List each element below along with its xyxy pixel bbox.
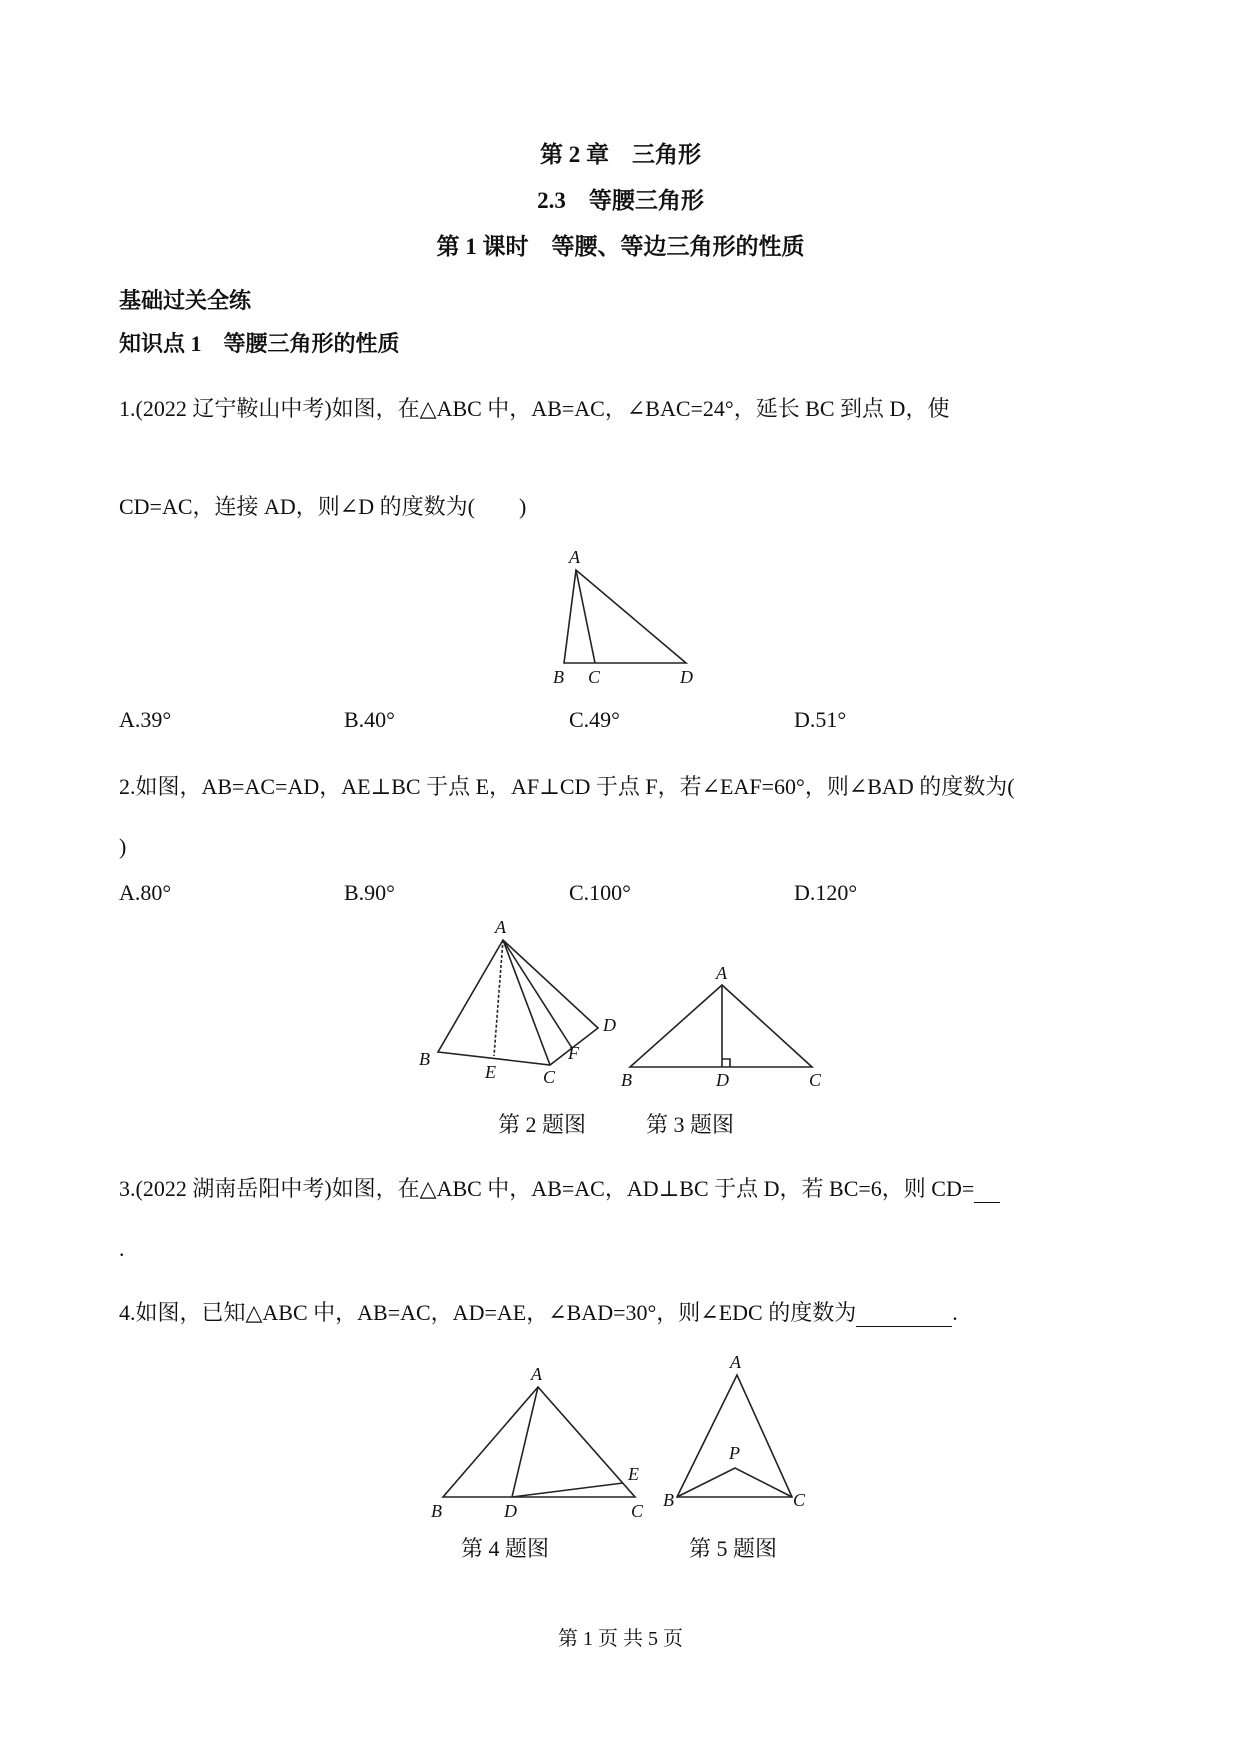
q5-label-b: B (663, 1490, 674, 1510)
q3-label-c: C (809, 1070, 822, 1088)
q4-line1 (119, 1296, 958, 1327)
lesson-title: 第 1 课时 等腰、等边三角形的性质 (436, 234, 805, 259)
q4-label-d: D (504, 1501, 517, 1521)
q3-line2: . (119, 1236, 125, 1261)
q3-label-a: A (716, 963, 727, 983)
q2-option-a: A.80° (119, 880, 172, 905)
q4-triangle-abc (443, 1387, 635, 1497)
q3-line1 (119, 1172, 1000, 1203)
q2-line2: ) (119, 834, 127, 859)
q1-label-b: B (553, 667, 564, 685)
q4-label-e: E (628, 1464, 639, 1484)
q5-label-p: P (729, 1443, 740, 1463)
q1-option-c: C.49° (569, 707, 620, 732)
q2-label-c: C (543, 1067, 556, 1087)
q1-triangle-abd (564, 570, 686, 663)
q4-segment-de (512, 1483, 623, 1497)
q5-triangle-abc (677, 1375, 792, 1497)
q4-text: 4.如图，已知△ABC 中，AB=AC，AD=AE，∠BAD=30°，则∠EDC 的度数为 (119, 1300, 857, 1325)
q1-label-a: A (569, 547, 580, 567)
q3-triangle-abc (630, 985, 812, 1067)
q4-label-a: A (531, 1364, 542, 1384)
knowledge-point-title: 知识点 1 等腰三角形的性质 (119, 331, 400, 356)
practice-title: 基础过关全练 (119, 288, 252, 313)
q1-line2: CD=AC，连接 AD，则∠D 的度数为( ) (119, 494, 527, 519)
q3-answer-blank (974, 1176, 1000, 1203)
q5-figure (655, 1350, 815, 1525)
q2-label-b: B (419, 1049, 430, 1069)
q4-end: . (952, 1300, 958, 1325)
q3-text: 3.(2022 湖南岳阳中考)如图，在△ABC 中，AB=AC，AD⊥BC 于点 D，若 BC=6，则 CD= (119, 1176, 975, 1201)
section-title: 2.3 等腰三角形 (537, 188, 704, 213)
q1-label-c: C (588, 667, 601, 685)
q2-label-f: F (568, 1043, 579, 1063)
q3-right-angle-mark (722, 1059, 730, 1067)
q1-line1: 1.(2022 辽宁鞍山中考)如图，在△ABC 中，AB=AC，∠BAC=24°，延长 BC 到点 D，使 (119, 396, 950, 421)
q3-label-b: B (621, 1070, 632, 1088)
q2-figure-caption: 第 2 题图 (498, 1112, 587, 1137)
q1-label-d: D (680, 667, 693, 685)
chapter-title: 第 2 章 三角形 (540, 142, 701, 167)
page-footer: 第 1 页 共 5 页 (558, 1628, 683, 1650)
q5-label-c: C (793, 1490, 806, 1510)
q2-label-d: D (603, 1015, 616, 1035)
q1-option-d: D.51° (794, 707, 847, 732)
q5-label-a: A (730, 1352, 741, 1372)
q4-label-c: C (631, 1501, 644, 1521)
q1-option-a: A.39° (119, 707, 172, 732)
q2-segment-ae (494, 940, 503, 1056)
q2-option-b: B.90° (344, 880, 395, 905)
q2-label-a: A (495, 917, 506, 937)
q5-figure-caption: 第 5 题图 (689, 1536, 778, 1561)
q2-label-e: E (485, 1062, 496, 1082)
q4-answer-blank (856, 1300, 952, 1327)
q4-segment-ad (512, 1387, 538, 1497)
q3-figure (610, 963, 830, 1088)
q1-option-b: B.40° (344, 707, 395, 732)
q3-label-d: D (716, 1070, 729, 1088)
q2-line1: 2.如图，AB=AC=AD，AE⊥BC 于点 E，AF⊥CD 于点 F，若∠EAF=60°，则∠BAD 的度数为( (119, 774, 1015, 799)
q1-figure (540, 545, 720, 685)
q2-option-d: D.120° (794, 880, 858, 905)
q5-segments-bpc (677, 1468, 792, 1497)
q4-figure (425, 1362, 650, 1522)
q3-figure-caption: 第 3 题图 (646, 1112, 735, 1137)
q4-label-b: B (431, 1501, 442, 1521)
q2-option-c: C.100° (569, 880, 631, 905)
q4-figure-caption: 第 4 题图 (461, 1536, 550, 1561)
q2-figure (410, 915, 630, 1090)
